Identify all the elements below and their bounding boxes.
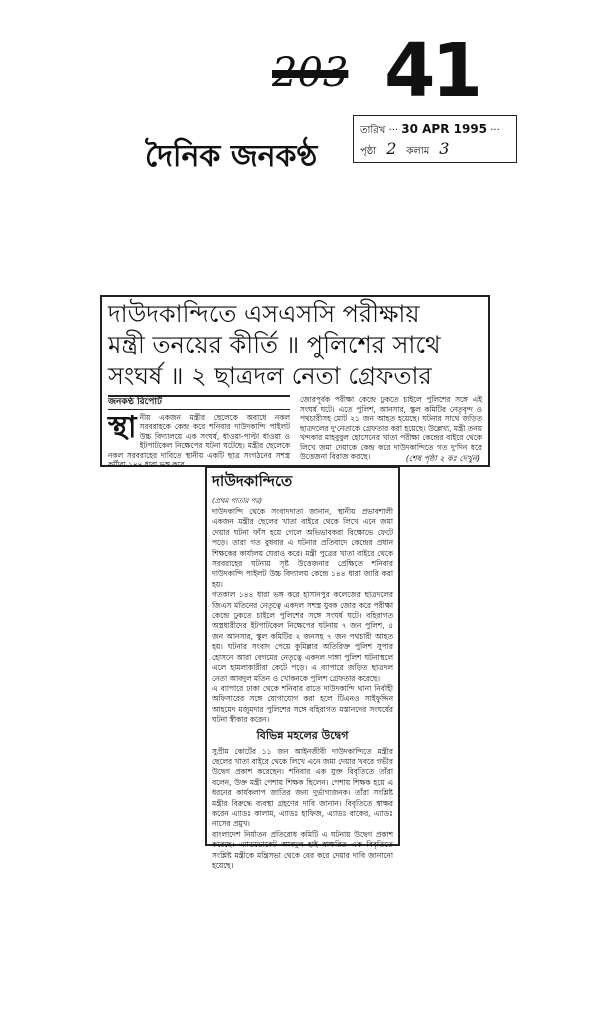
article-clipping (100, 295, 490, 467)
paragraph: গতকাল ১৪৪ ধারা ভঙ্গ করে হাসানপুর কলেজের ছাত্রদলের জিএস মতিনের নেতৃত্বে একদল সশস্ত্র যুবক জোর করে পরীক্ষা কেন্দ্রে ঢুকতে চাইলে পুলিশের সঙ্গে সংঘর্ষ ঘটে। বহিরাগত অস্ত্রধারীদের ইটপাটকেল নিক্ষেপের ঘটনায় ৭ জন পুলিশ, ৫ জন আনসার, স্কুল কমিটির ২ জনসহ ৭ জন পথচারী আহত হয়। ঘটনার সংবাদ পেয়ে কুমিল্লার অতিরিক্ত পুলিশ সুপার হোসনে আরা বেগমের নেতৃত্বে একদল দাঙ্গা পুলিশ ঘটনাস্থলে এলে হামলাকারীরা কেটে পড়ে। এ ব্যাপারে জড়িত ছাত্রদল নেতা আবদুল মতিন ও খোকনকে পুলিশ গ্রেফতার করেছে। (212, 590, 393, 683)
file-number: 41 (384, 28, 479, 114)
struck-number: 203 (272, 50, 349, 96)
continuation-heading: দাউদকান্দিতে (212, 472, 293, 490)
headline (102, 297, 488, 394)
handwritten-file-number (272, 28, 479, 118)
paragraph: এ ব্যাপারে ঢাকা থেকে শনিবার রাতে দাউদকান্দি থানা নির্বাহী অফিসারের সঙ্গে যোগাযোগ করা হলে টিএনও সাইফুদ্দিন আহমেদ মজুমদার পুলিশের সঙ্গে বহিরাগত মস্তানদের সংঘর্ষের ঘটনা স্বীকার করেন। (212, 683, 393, 725)
page-number: 2 (386, 139, 397, 158)
continued-note: (শেষ পৃষ্ঠা ২ কঃ দেখুন) (405, 454, 480, 463)
continuation-clipping (205, 466, 400, 870)
continued-from: (প্রথম পাতার পর) (212, 497, 263, 505)
headline-line: সংঘর্ষ ॥ ২ ছাত্রদল নেতা গ্রেফতার (108, 362, 432, 390)
stamp-date: 30 APR 1995 (401, 122, 488, 136)
headline-line: দাউদকান্দিতে এসএসসি পরীক্ষায় (108, 300, 420, 328)
headline-line: মন্ত্রী তনয়ের কীর্তি ॥ পুলিশের সাথে (108, 331, 441, 359)
column-label: কলাম (406, 146, 430, 157)
subheading: বিভিন্ন মহলের উদ্বেগ (256, 728, 349, 742)
paragraph: দাউদকান্দি থেকে সংবাদদাতা জানান, স্থানীয় প্রভাবশালী একজন মন্ত্রীর ছেলের খাতা বাইরে থেকে লিখে এনে জমা দেয়ার ঘটনা ফাঁস হয়ে গেলে অভিভাবকরা বিক্ষোভে ফেটে পড়ে। তারা গত বুধবার এ ঘটনার প্রতিবাদে কেন্দ্রের প্রধান শিক্ষকের কার্যালয় ঘেরাও করে। মন্ত্রী পুত্রের খাতা বাইরে থেকে সরবরাহের ঘটনায় সৃষ্ট উত্তেজনার প্রেক্ষিতে শনিবার দাউদকান্দি পাইলট উচ্চ বিদ্যালয় কেন্দ্রে ১৪৪ ধারা জারি করা হয়। (212, 507, 393, 589)
byline: জনকণ্ঠ রিপোর্ট (108, 395, 290, 410)
column-number: 3 (439, 139, 450, 158)
date-label: তারিখ (360, 125, 386, 136)
column-text: নীয় একজন মন্ত্রীর ছেলেকে অবাধে নকল সরবরাহকে কেন্দ্র করে শনিবার দাউদকান্দি পাইলট উচ্চ বিদ্যালয়ে এক সংঘর্ষ, ধাওয়া-পাল্টা ধাওয়া ও ইটপাটকেল নিক্ষেপের ঘটনা ঘটেছে। মন্ত্রীর ছেলেকে নকল সরবরাহের দাবিতে স্থানীয় একটি ছাত্র সংগঠনের সশস্ত্র কর্মীরা ১৪৪ ধারা ভঙ্গ করে (108, 412, 290, 469)
page-label: পৃষ্ঠা (360, 146, 377, 157)
date-stamp: তারিখ ··· 30 APR 1995 ··· পৃষ্ঠা 2 কলাম 3 (353, 115, 517, 163)
paragraph: বাংলাদেশ নির্যাতন প্রতিরোধ কমিটি এ ঘটনায় উদ্বেগ প্রকাশ করেছে। এ্যাডভোকেট আবদুল হাই স্বাক্ষরিত এক বিবৃতিতে সংশ্লিষ্ট মন্ত্রীকে মন্ত্রিসভা থেকে বের করে দেয়ার দাবি জানানো হয়েছে। (212, 829, 393, 870)
paragraph: সুপ্রীম কোর্টের ১১ জন আইনজীবী দাউদকান্দিতে মন্ত্রীর ছেলের খাতা বাইরে থেকে লিখে এনে জমা দেয়ার খবরে গভীর উদ্বেগ প্রকাশ করেছেন। শনিবার এক যুক্ত বিবৃতিতে তাঁরা বলেন, উক্ত মন্ত্রী পেশায় শিক্ষক ছিলেন। পেশায় শিক্ষক হয়ে এ ধরনের কার্যকলাপ জাতির জন্য দুর্ভাগ্যজনক। তাঁরা সংশ্লিষ্ট মন্ত্রীর বিরুদ্ধে ব্যবস্থা গ্রহণের দাবি জানান। বিবৃতিতে স্বাক্ষর করেন এ্যাডঃ কালাম, এ্যাডঃ হাফিজ, এ্যাডঃ বাকের, এ্যাডঃ নাসের প্রমুখ। (212, 746, 393, 829)
drop-cap: স্থা (108, 409, 137, 445)
newspaper-masthead: দৈনিক জনকণ্ঠ (145, 139, 318, 174)
article-column-1 (108, 395, 290, 469)
column-text: জোরপূর্বক পরীক্ষা কেন্দ্রে ঢুকতে চাইলে পুলিশের সঙ্গে এই সংঘর্ষ ঘটে। এতে পুলিশ, আনসার, স্কুল কমিটির নেতৃবৃন্দ ও পথচারীসহ মোট ২১ জন আহত হয়েছে। ঘটনার সাথে জড়িত ছাত্রদলের দু'নেতাকে গ্রেফতার করা হয়েছে। উল্লেখ্য, মন্ত্রী তনয় খন্দকার মাহবুবুল হোসেনের খাতা পরীক্ষা কেন্দ্রের বাইরে থেকে লিখে জমা দেয়াকে কেন্দ্র করে দাউদকান্দিতে গত দু'দিন ধরে উত্তেজনা বিরাজ করছে। (300, 395, 482, 461)
